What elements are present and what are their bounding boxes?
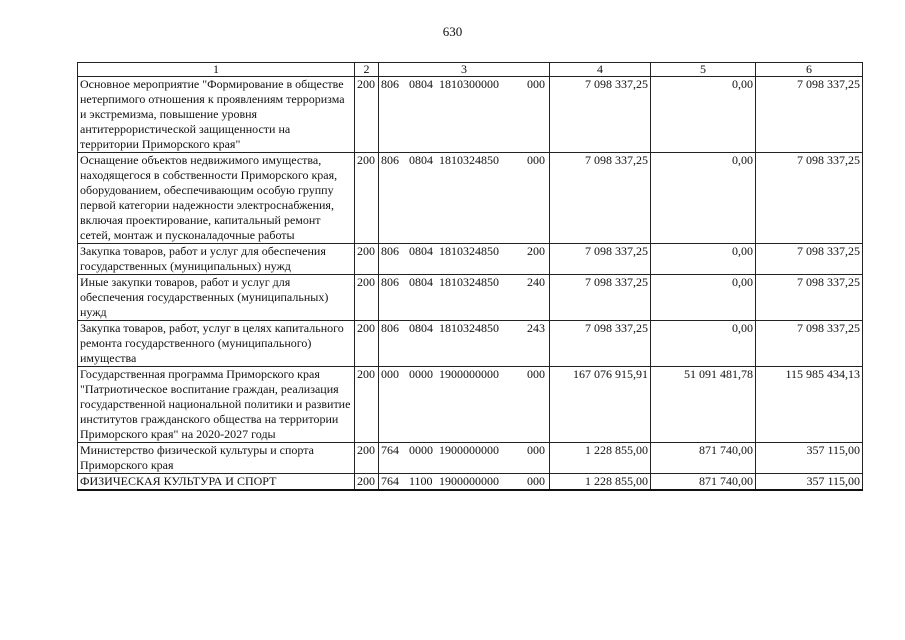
row-target-code: 1810324850 bbox=[439, 275, 499, 289]
row-section-code: 0804 bbox=[409, 275, 433, 289]
row-amount-6: 7 098 337,25 bbox=[756, 153, 863, 244]
row-expense-type-code: 243 bbox=[527, 321, 545, 335]
row-expense-type-code: 000 bbox=[527, 443, 545, 457]
row-code-2: 200 bbox=[355, 77, 379, 153]
row-amount-6: 7 098 337,25 bbox=[756, 321, 863, 367]
table-row bbox=[78, 443, 863, 474]
row-amount-4: 1 228 855,00 bbox=[550, 474, 651, 491]
row-codes bbox=[379, 153, 550, 244]
row-grbs-code: 806 bbox=[381, 153, 399, 167]
row-target-code: 1900000000 bbox=[439, 367, 499, 381]
row-grbs-code: 000 bbox=[381, 367, 399, 381]
row-name: Основное мероприятие "Формирование в обществе нетерпимого отношения к проявлениям терроризма и экстремизма, повышение уровня антитеррористической защищенности на территории Приморского края" bbox=[78, 77, 355, 153]
row-grbs-code: 806 bbox=[381, 321, 399, 335]
row-name: Оснащение объектов недвижимого имущества, находящегося в собственности Приморского края, оборудованием, обеспечивающим особую группу первой категории надежности электроснабжения, включая проектирование, капитальный ремонт сетей, монтаж и пусконаладочные работы bbox=[78, 153, 355, 244]
row-code-2: 200 bbox=[355, 244, 379, 275]
row-amount-5: 0,00 bbox=[651, 275, 756, 321]
row-name: Закупка товаров, работ и услуг для обеспечения государственных (муниципальных) нужд bbox=[78, 244, 355, 275]
table-row bbox=[78, 153, 863, 244]
row-amount-6: 7 098 337,25 bbox=[756, 275, 863, 321]
row-code-2: 200 bbox=[355, 275, 379, 321]
row-target-code: 1810300000 bbox=[439, 77, 499, 91]
row-section-code: 0804 bbox=[409, 153, 433, 167]
row-amount-5: 0,00 bbox=[651, 244, 756, 275]
row-amount-6: 7 098 337,25 bbox=[756, 244, 863, 275]
row-codes bbox=[379, 244, 550, 275]
row-amount-4: 7 098 337,25 bbox=[550, 321, 651, 367]
table-row bbox=[78, 474, 863, 491]
table-row bbox=[78, 275, 863, 321]
column-header: 4 bbox=[550, 63, 651, 77]
row-code-2: 200 bbox=[355, 443, 379, 474]
row-grbs-code: 806 bbox=[381, 275, 399, 289]
row-expense-type-code: 000 bbox=[527, 77, 545, 91]
table-row bbox=[78, 244, 863, 275]
row-amount-6: 357 115,00 bbox=[756, 474, 863, 491]
row-code-2: 200 bbox=[355, 474, 379, 491]
row-amount-5: 871 740,00 bbox=[651, 443, 756, 474]
row-codes bbox=[379, 367, 550, 443]
row-expense-type-code: 000 bbox=[527, 367, 545, 381]
row-code-2: 200 bbox=[355, 367, 379, 443]
row-amount-4: 1 228 855,00 bbox=[550, 443, 651, 474]
row-codes bbox=[379, 321, 550, 367]
page-number: 630 bbox=[442, 24, 463, 39]
row-section-code: 0804 bbox=[409, 77, 433, 91]
header-row bbox=[78, 63, 863, 77]
row-codes bbox=[379, 443, 550, 474]
column-header: 3 bbox=[379, 63, 550, 77]
row-amount-5: 0,00 bbox=[651, 77, 756, 153]
row-name: Министерство физической культуры и спорта Приморского края bbox=[78, 443, 355, 474]
row-target-code: 1810324850 bbox=[439, 244, 499, 258]
row-amount-5: 0,00 bbox=[651, 153, 756, 244]
column-header: 5 bbox=[651, 63, 756, 77]
row-amount-4: 7 098 337,25 bbox=[550, 153, 651, 244]
table-row bbox=[78, 77, 863, 153]
row-codes bbox=[379, 77, 550, 153]
column-header: 2 bbox=[355, 63, 379, 77]
table-row bbox=[78, 367, 863, 443]
row-target-code: 1900000000 bbox=[439, 443, 499, 457]
row-amount-6: 357 115,00 bbox=[756, 443, 863, 474]
row-section-code: 0000 bbox=[409, 367, 433, 381]
row-code-2: 200 bbox=[355, 321, 379, 367]
row-amount-4: 7 098 337,25 bbox=[550, 244, 651, 275]
row-amount-5: 871 740,00 bbox=[651, 474, 756, 491]
row-target-code: 1810324850 bbox=[439, 321, 499, 335]
row-expense-type-code: 000 bbox=[527, 474, 545, 488]
budget-table bbox=[77, 62, 863, 491]
row-amount-5: 51 091 481,78 bbox=[651, 367, 756, 443]
row-amount-4: 7 098 337,25 bbox=[550, 77, 651, 153]
column-header: 6 bbox=[756, 63, 863, 77]
row-grbs-code: 764 bbox=[381, 474, 399, 488]
row-section-code: 1100 bbox=[409, 474, 433, 488]
row-section-code: 0000 bbox=[409, 443, 433, 457]
row-amount-4: 167 076 915,91 bbox=[550, 367, 651, 443]
row-section-code: 0804 bbox=[409, 321, 433, 335]
row-target-code: 1810324850 bbox=[439, 153, 499, 167]
row-name: ФИЗИЧЕСКАЯ КУЛЬТУРА И СПОРТ bbox=[78, 474, 355, 491]
row-section-code: 0804 bbox=[409, 244, 433, 258]
row-expense-type-code: 000 bbox=[527, 153, 545, 167]
row-name: Государственная программа Приморского края "Патриотическое воспитание граждан, реализация государственной национальной политики и развитие институтов гражданского общества на территории Приморского края" на 2020-2027 годы bbox=[78, 367, 355, 443]
row-target-code: 1900000000 bbox=[439, 474, 499, 488]
row-name: Иные закупки товаров, работ и услуг для обеспечения государственных (муниципальных) нужд bbox=[78, 275, 355, 321]
row-code-2: 200 bbox=[355, 153, 379, 244]
row-amount-6: 7 098 337,25 bbox=[756, 77, 863, 153]
row-codes bbox=[379, 474, 550, 491]
row-codes bbox=[379, 275, 550, 321]
table-row bbox=[78, 321, 863, 367]
row-expense-type-code: 200 bbox=[527, 244, 545, 258]
row-amount-4: 7 098 337,25 bbox=[550, 275, 651, 321]
row-name: Закупка товаров, работ, услуг в целях капитального ремонта государственного (муниципального) имущества bbox=[78, 321, 355, 367]
row-grbs-code: 806 bbox=[381, 77, 399, 91]
column-header: 1 bbox=[78, 63, 355, 77]
row-grbs-code: 764 bbox=[381, 443, 399, 457]
row-amount-6: 115 985 434,13 bbox=[756, 367, 863, 443]
row-grbs-code: 806 bbox=[381, 244, 399, 258]
row-expense-type-code: 240 bbox=[527, 275, 545, 289]
row-amount-5: 0,00 bbox=[651, 321, 756, 367]
